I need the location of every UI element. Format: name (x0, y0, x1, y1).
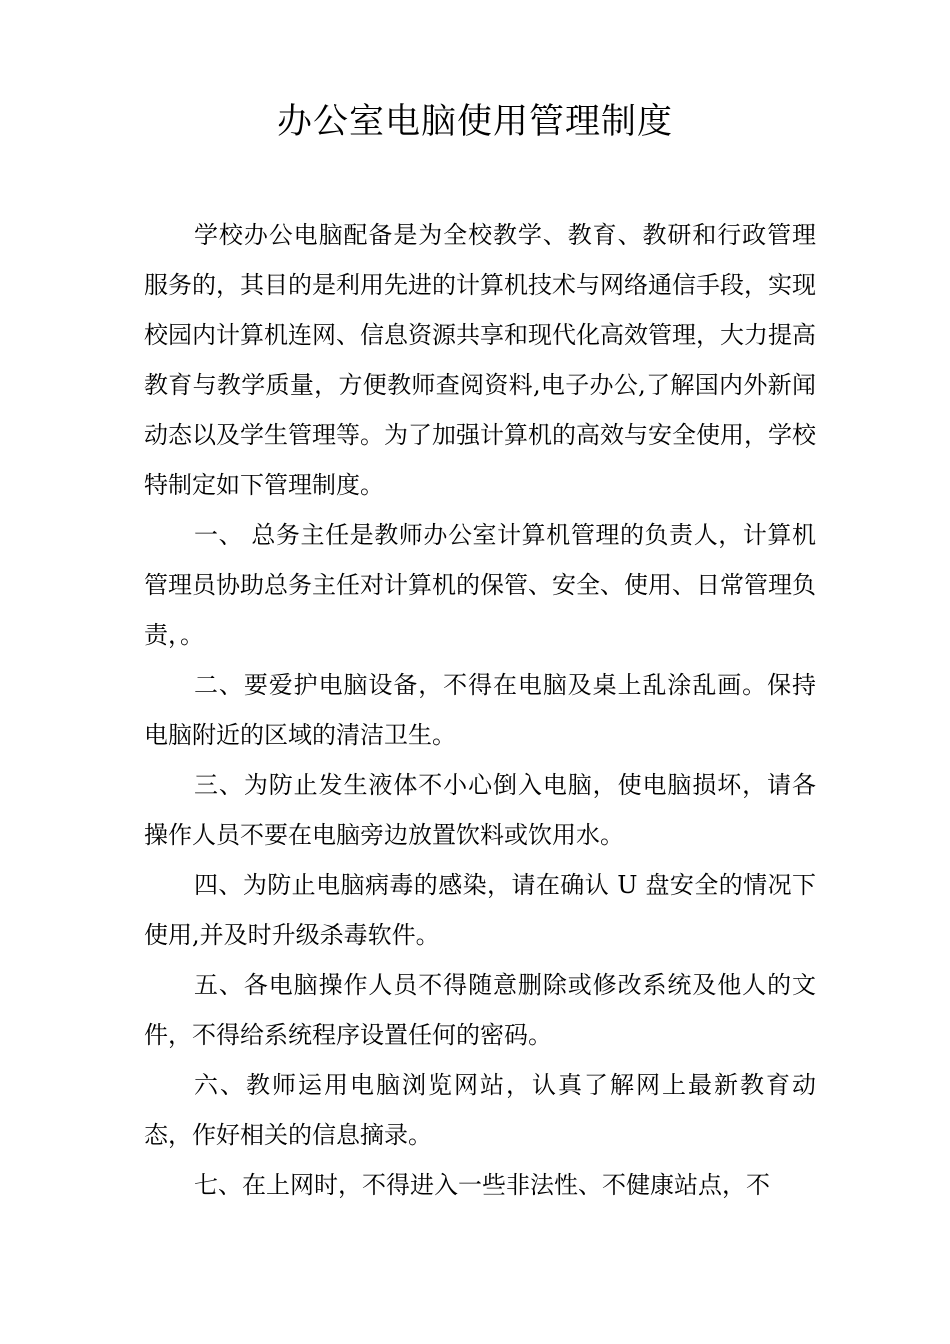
paragraph-rule-4: 四、为防止电脑病毒的感染，请在确认 U 盘安全的情况下使用,并及时升级杀毒软件。 (144, 871, 816, 949)
paragraph-rule-5: 五、各电脑操作人员不得随意删除或修改系统及他人的文件，不得给系统程序设置任何的密码。 (144, 971, 816, 1049)
paragraph-rule-6: 六、教师运用电脑浏览网站，认真了解网上最新教育动态，作好相关的信息摘录。 (144, 1071, 816, 1149)
paragraph-rule-7: 七、在上网时，不得进入一些非法性、不健康站点，不 (194, 1171, 770, 1199)
paragraph-rule-2: 二、要爱护电脑设备，不得在电脑及桌上乱涂乱画。保持电脑附近的区域的清洁卫生。 (144, 671, 816, 749)
paragraph-rule-1: 一、 总务主任是教师办公室计算机管理的负责人，计算机管理员协助总务主任对计算机的保管、安全、使用、日常管理负责，。 (144, 521, 816, 649)
document-title: 办公室电脑使用管理制度 (276, 102, 673, 142)
paragraph-rule-3: 三、为防止发生液体不小心倒入电脑，使电脑损坏，请各操作人员不要在电脑旁边放置饮料或饮用水。 (144, 771, 816, 849)
document-body (144, 210, 816, 1210)
paragraph-intro: 学校办公电脑配备是为全校教学、教育、教研和行政管理服务的，其目的是利用先进的计算机技术与网络通信手段，实现校园内计算机连网、信息资源共享和现代化高效管理，大力提高教育与教学质量，方便教师查阅资料,电子办公,了解国内外新闻动态以及学生管理等。为了加强计算机的高效与安全使用，学校特制定如下管理制度。 (144, 221, 816, 499)
